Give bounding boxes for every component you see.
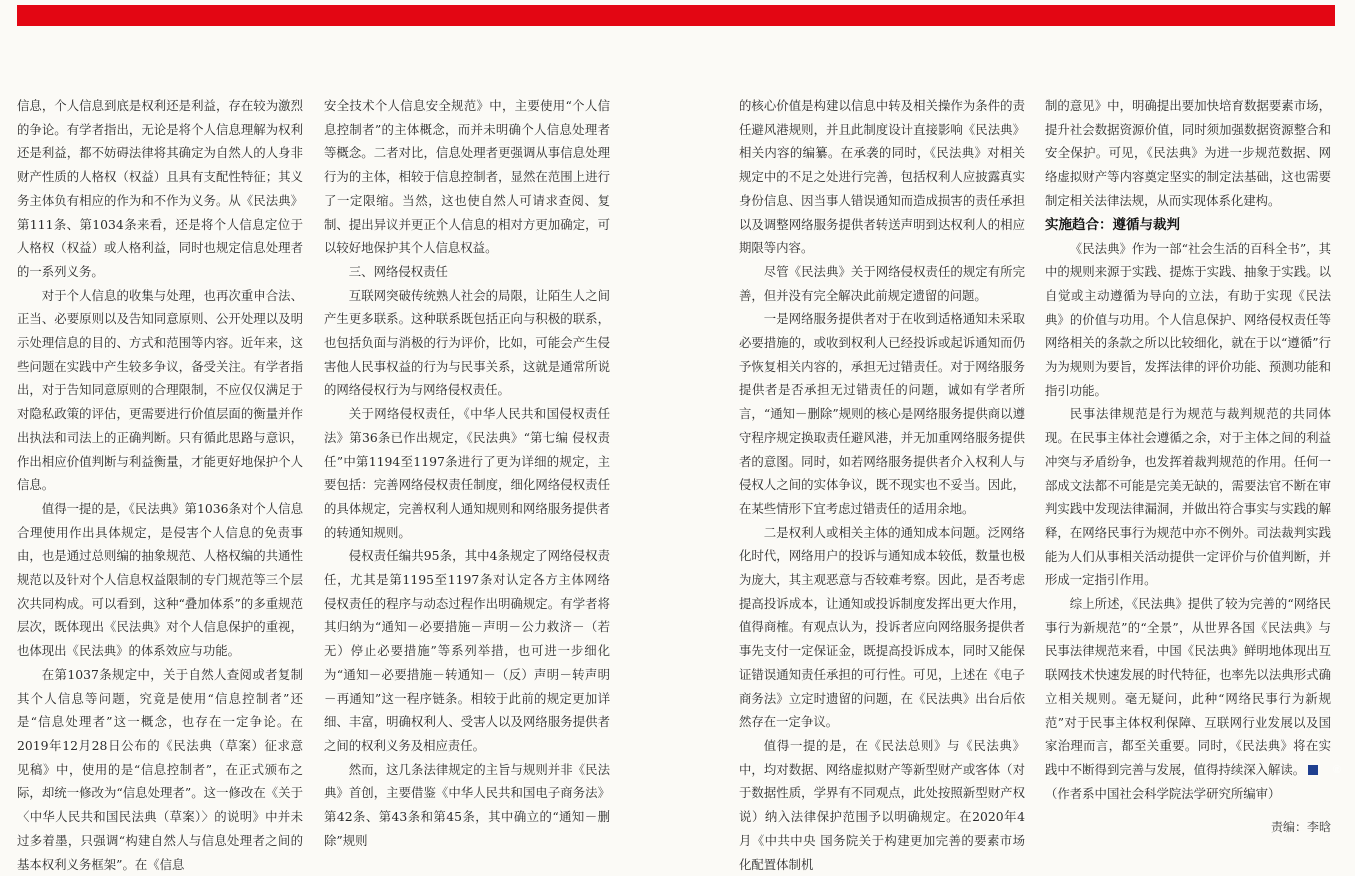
paragraph: 尽管《民法典》关于网络侵权责任的规定有所完善，但并没有完全解决此前规定遗留的问题。 (739, 263, 1025, 303)
paragraph: 一是网络服务提供者对于在收到适格通知未采取必要措施的，或收到权利人已经投诉或起诉通知而仍予恢复相关内容的，承担无过错责任。对于网络服务提供者是否承担无过错责任的问题，诚如有学者所言，“通知－删除”规则的核心是网络服务提供商以遵守程序规定换取责任避风港，并无加重网络服务提供者的意图。同时，如若网络服务提供者介入权利人与侵权人之间的实体争议，既不现实也不妥当。因此，在某些情形下宜考虑过错责任的适用余地。 (739, 311, 1025, 516)
paragraph: 侵权责任编共95条，其中4条规定了网络侵权责任，尤其是第1195至1197条对认定各方主体网络侵权责任的程序与动态过程作出明确规定。有学者将其归纳为“通知－必要措施－声明－公力救济－（若无）停止必要措施”等系列举措，也可进一步细化为“通知－必要措施－转通知－（反）声明－转声明－再通知”这一程序链条。相较于此前的规定更加详细、丰富，明确权利人、受害人以及网络服务提供者之间的权利义务及相应责任。 (324, 548, 610, 753)
text-column-4 (1045, 94, 1341, 805)
top-red-bar (17, 5, 1335, 26)
editor-credit: 责编：李晗 (1270, 820, 1331, 834)
paragraph: 安全技术个人信息安全规范》中，主要使用“个人信息控制者”的主体概念，而并未明确个人信息处理者等概念。二者对比，信息处理者更强调从事信息处理行为的主体，相较于信息控制者，显然在范围上进行了一定限缩。当然，这也使自然人可请求查阅、复制、提出异议并更正个人信息的相对方更加确定，可以较好地保护其个人信息权益。 (324, 98, 610, 256)
paragraph: 关于网络侵权责任，《中华人民共和国侵权责任法》第36条已作出规定，《民法典》“第七编 侵权责任”中第1194至1197条进行了更为详细的规定，主要包括：完善网络侵权责任制度，细化网络侵权责任的具体规定，完善权利人通知规则和网络服务提供者的转通知规则。 (324, 406, 610, 540)
paragraph: 制的意见》中，明确提出要加快培育数据要素市场，提升社会数据资源价值，同时须加强数据资源整合和安全保护。可见，《民法典》为进一步规范数据、网络虚拟财产等内容奠定坚实的制定法基础，这也需要制定相关法律法规，从而实现体系化建构。 (1045, 98, 1331, 208)
paragraph-text: 综上所述，《民法典》提供了较为完善的“网络民事行为新规范”的“全景”，从世界各国《民法典》与民事法律规范来看，中国《民法典》鲜明地体现出互联网技术快速发展的时代特征，也率先以法典形式确立相关规则。毫无疑问，此种“网络民事行为新规范”对于民事主体权利保障、互联网行业发展以及国家治理而言，都至关重要。同时，《民法典》将在实践中不断得到完善与发展，值得持续深入解读。 (1045, 596, 1331, 777)
author-note: （作者系中国社会科学院法学研究所编审） (1045, 785, 1281, 801)
paragraph: 的核心价值是构建以信息中转及相关操作为条件的责任避风港规则，并且此制度设计直接影响《民法典》相关内容的编纂。在承袭的同时，《民法典》对相关规定中的不足之处进行完善，包括权利人应披露真实身份信息、因当事人错误通知而造成损害的责任承担以及调整网络服务提供者转送声明到达权利人的相应期限等内容。 (739, 98, 1025, 256)
paragraph: 《民法典》作为一部“社会生活的百科全书”，其中的规则来源于实践、提炼于实践、抽象于实践。以自觉或主动遵循为导向的立法，有助于实现《民法典》的价值与功用。个人信息保护、网络侵权责任等网络相关的条款之所以比较细化，就在于以“遵循”行为为规则为要旨，发挥法律的评价功能、预测功能和指引功能。 (1045, 240, 1331, 398)
section-heading: 实施趋合：遵循与裁判 (1045, 216, 1180, 233)
paragraph: 互联网突破传统熟人社会的局限，让陌生人之间产生更多联系。这种联系既包括正向与积极的联系，也包括负面与消极的行为评价，比如，可能会产生侵害他人民事权益的行为与民事关系，这就是通常所说的网络侵权行为与网络侵权责任。 (324, 287, 610, 398)
paragraph: 然而，这几条法律规定的主旨与规则并非《民法典》首创，主要借鉴《中华人民共和国电子商务法》第42条、第43条和第45条，其中确立的“通知－删除”规则 (324, 761, 610, 848)
section-subheading: 三、网络侵权责任 (348, 263, 448, 279)
paragraph: 对于个人信息的收集与处理，也再次重申合法、正当、必要原则以及告知同意原则、公开处理以及明示处理信息的目的、方式和范围等内容。近年来，这些问题在实践中产生较多争议，备受关注。有学者指出，对于告知同意原则的合理限制，不应仅仅满足于对隐私政策的评估，更需要进行价值层面的衡量并作出执法和司法上的正确判断。只有循此思路与意识，作出相应价值判断与利益衡量，才能更好地保护个人信息。 (17, 287, 303, 493)
paragraph (1045, 592, 1341, 782)
paragraph: 值得一提的是，在《民法总则》与《民法典》中，均对数据、网络虚拟财产等新型财产或客体（对于数据性质，学界有不同观点，此处按照新型财产权说）纳入法律保护范围予以明确规定。在2020年4月《中共中央 国务院关于构建更加完善的要素市场化配置体制机 (739, 737, 1025, 872)
paragraph: 在第1037条规定中，关于自然人查阅或者复制其个人信息等问题，究竟是使用“信息控制者”还是“信息处理者”这一概念，也存在一定争论。在2019年12月28日公布的《民法典（草案）征求意见稿》中，使用的是“信息控制者”，在正式颁布之际，却统一修改为“信息处理者”。这一修改在《关于〈中华人民共和国民法典（草案）〉的说明》中并未过多着墨，只强调“构建自然人与信息处理者之间的基本权利义务框架”。在《信息 (17, 666, 303, 872)
end-mark-icon: ㊣ (1308, 765, 1318, 775)
paragraph: 民事法律规范是行为规范与裁判规范的共同体现。在民事主体社会遵循之余，对于主体之间的利益冲突与矛盾纷争，也发挥着裁判规范的作用。任何一部成文法都不可能是完美无缺的，需要法官不断在审判实践中发现法律漏洞，并做出符合事实与实践的解释，在网络民事行为规范中亦不例外。司法裁判实践能为人们从事相关活动提供一定评价与价值判断，并形成一定指引作用。 (1045, 406, 1331, 588)
text-column-1 (17, 94, 303, 876)
paragraph: 二是权利人或相关主体的通知成本问题。泛网络化时代，网络用户的投诉与通知成本较低，数量也极为庞大，其主观恶意与否较难考察。因此，是否考虑提高投诉成本，让通知或投诉制度发挥出更大作用，值得商榷。有观点认为，投诉者应向网络服务提供者事先支付一定保证金，既提高投诉成本，同时又能保证错误通知责任承担的可行性。可见，上述在《电子商务法》立定时遗留的问题，在《民法典》出台后依然存在一定争议。 (739, 524, 1025, 730)
text-column-2 (324, 94, 610, 853)
paragraph: 信息，个人信息到底是权利还是利益，存在较为激烈的争论。有学者指出，无论是将个人信息理解为权利还是利益，都不妨碍法律将其确定为自然人的人身非财产性质的人格权（权益）且具有支配性特征；其义务主体负有相应的作为和不作为义务。从《民法典》第111条、第1034条来看，还是将个人信息定位于人格权（权益）或人格利益，同时也规定信息处理者的一系列义务。 (17, 98, 303, 279)
paragraph: 值得一提的是，《民法典》第1036条对个人信息合理使用作出具体规定，是侵害个人信息的免责事由，也是通过总则编的抽象规范、人格权编的共通性规范以及针对个人信息权益限制的专门规范等三个层次共同构成。可以看到，这种“叠加体系”的多重规范层次，既体现出《民法典》对个人信息保护的重视，也体现出《民法典》的体系效应与功能。 (17, 500, 303, 659)
text-column-3 (739, 94, 1025, 876)
